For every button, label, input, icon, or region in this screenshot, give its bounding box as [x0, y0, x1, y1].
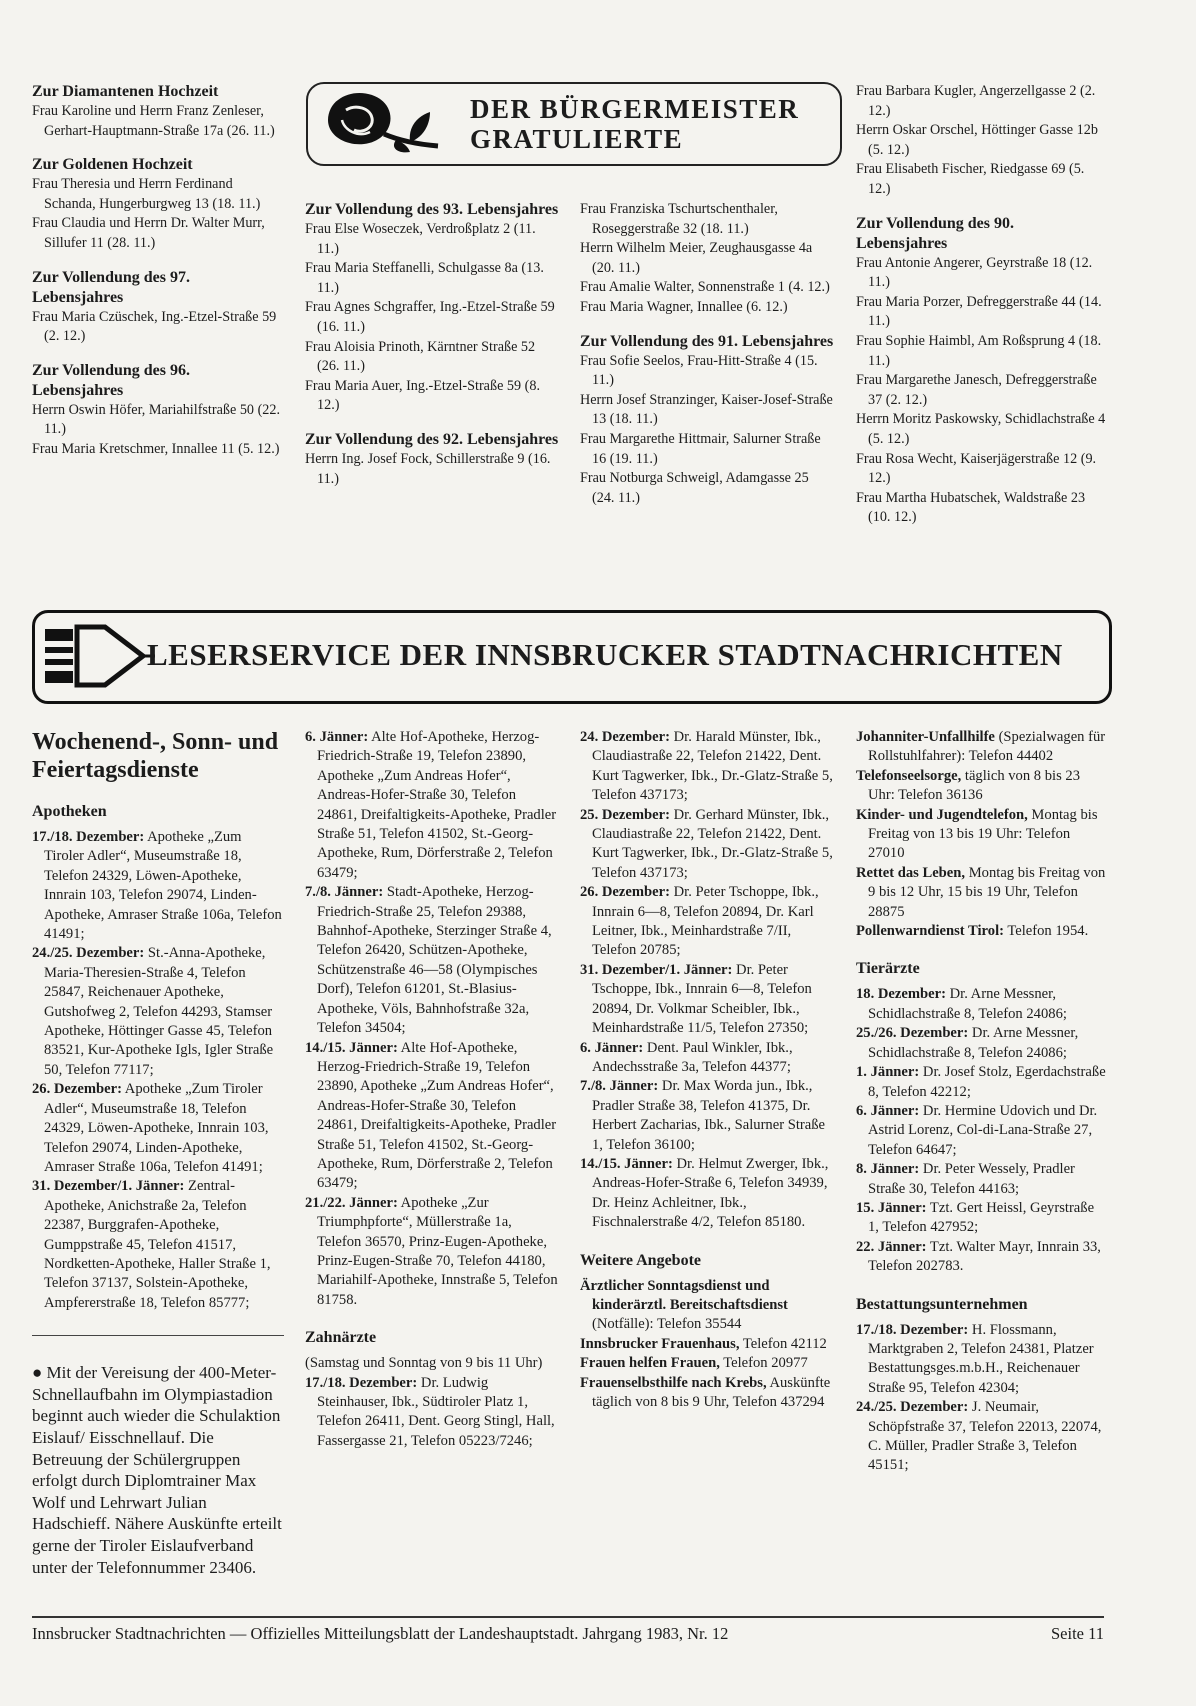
entry-text: Dr. Hermine Udovich und Dr. Astrid Lorenz, Col-di-Lana-Straße 27, Telefon 64647;	[868, 1102, 1098, 1158]
congratulation-entry: Frau Maria Steffanelli, Schulgasse 8a (13. 11.)	[305, 260, 544, 296]
service-entry	[32, 1177, 284, 1313]
entry-date: 17./18. Dezember:	[32, 829, 145, 845]
entry-text: Apotheke „Zum Tiroler Adler“, Museumstraße 18, Telefon 24329, Löwen-Apotheke, Innrain 103, Telefon 29074, Linden-Apotheke, Amraser Straße 106a, Telefon 41491;	[44, 829, 282, 943]
entry-text: Dr. Josef Stolz, Egerdachstraße 8, Telefon 42212;	[868, 1064, 1106, 1100]
service-entry	[305, 883, 559, 1038]
zahnaerzte-heading: Zahnärzte	[305, 1329, 377, 1347]
entry-text: Montag bis Freitag von 9 bis 12 Uhr, 15 bis 19 Uhr, Telefon 28875	[868, 864, 1106, 920]
entry-date: 14./15. Jänner:	[580, 1155, 673, 1172]
footer-rule	[32, 1616, 1104, 1618]
entry-text: (Spezialwagen für Rollstuhlfahrer): Telefon 44402	[868, 729, 1106, 765]
entry-date: 6. Jänner:	[305, 729, 369, 745]
congratulation-entry: Frau Franziska Tschurtschenthaler, Roseggerstraße 32 (18. 11.)	[580, 201, 778, 237]
entry-date: 26. Dezember:	[580, 884, 670, 901]
congratulation-entry: Frau Sophie Haimbl, Am Roßsprung 4 (18. 11.)	[856, 332, 1102, 369]
congratulation-entry: Frau Elisabeth Fischer, Riedgasse 69 (5. 12.)	[856, 161, 1085, 197]
service-entry	[305, 1194, 559, 1310]
footer	[32, 1624, 1104, 1644]
entry-text: (Notfälle): Telefon 35544	[592, 1316, 742, 1333]
banner-title-line-1: DER BÜRGERMEISTER	[470, 94, 800, 124]
entry-date: 15. Jänner:	[856, 1199, 927, 1216]
congratulation-entry: Frau Maria Kretschmer, Innallee 11 (5. 12.)	[32, 440, 280, 457]
service-entry	[32, 828, 284, 944]
footer-publication: Innsbrucker Stadtnachrichten — Offizielles Mitteilungsblatt der Landeshauptstadt. Jahrgang 1983, Nr. 12	[32, 1624, 729, 1643]
entry-text: Stadt-Apotheke, Herzog-Friedrich-Straße 25, Telefon 29388, Bahnhof-Apotheke, Sterzinger Straße 4, Telefon 26420, Schützen-Apotheke, Schützenstraße 46—58 (Olympisches Dorf), Telefon 61201, St.-Blasius-Apotheke, Völs, Bahnhofstraße 32a, Telefon 34504;	[317, 884, 552, 1037]
apotheken-heading: Apotheken	[32, 803, 107, 820]
entry-date: 17./18. Dezember:	[856, 1321, 969, 1338]
entry-date: Johanniter-Unfallhilfe	[856, 729, 995, 745]
congratulation-entry: Frau Maria Auer, Ing.-Etzel-Straße 59 (8. 12.)	[305, 377, 541, 414]
congratulation-entry: Frau Claudia und Herrn Dr. Walter Murr, Sillufer 11 (28. 11.)	[32, 215, 265, 251]
section-heading: Zur Diamantenen Hochzeit	[32, 83, 219, 100]
entry-date: Frauen helfen Frauen,	[580, 1355, 720, 1372]
entry-date: 14./15. Jänner:	[305, 1039, 398, 1056]
entry-date: Frauenselbsthilfe nach Krebs,	[580, 1374, 767, 1391]
entry-date: 31. Dezember/1. Jänner:	[580, 961, 733, 978]
entry-date: 21./22. Jänner:	[305, 1194, 398, 1211]
entry-date: 26. Dezember:	[32, 1081, 122, 1098]
entry-text: Dr. Harald Münster, Ibk., Claudiastraße 22, Telefon 21422, Dent. Kurt Tagwerker, Ibk., Dr.-Glatz-Straße 5, Telefon 437173;	[592, 729, 833, 804]
entry-text: Telefon 20977	[719, 1355, 808, 1372]
service-entry	[580, 1335, 834, 1354]
service-column-3	[580, 728, 834, 1412]
service-entry	[856, 1321, 1108, 1399]
mayor-congratulations-banner	[306, 82, 842, 166]
service-entry	[856, 1238, 1108, 1277]
service-column-2	[305, 728, 559, 1451]
congratulation-entry: Herrn Oskar Orschel, Höttinger Gasse 12b (5. 12.)	[856, 122, 1098, 158]
service-entry	[856, 806, 1108, 864]
service-entry	[856, 767, 1108, 806]
service-entry	[856, 728, 1108, 767]
bestattung-heading: Bestattungsunternehmen	[856, 1295, 1028, 1313]
service-entry	[580, 1039, 834, 1078]
congratulation-entry: Herrn Wilhelm Meier, Zeughausgasse 4a (20. 11.)	[580, 240, 813, 276]
entry-text: Telefon 42112	[739, 1335, 827, 1352]
service-column-1	[32, 728, 284, 1578]
entry-date: 1. Jänner:	[856, 1064, 920, 1081]
entry-date: Telefonseelsorge,	[856, 767, 962, 784]
section-heading: Zur Goldenen Hochzeit	[32, 156, 193, 174]
entry-text: Montag bis Freitag von 13 bis 19 Uhr: Telefon 27010	[868, 806, 1098, 862]
entry-text: Alte Hof-Apotheke, Herzog-Friedrich-Straße 19, Telefon 23890, Apotheke „Zum Andreas Hofer“, Andreas-Hofer-Straße 30, Telefon 24861, Dreifaltigkeits-Apotheke, Pradler Straße 51, Telefon 41502, St.-Georg-Apotheke, Rum, Dörferstraße 2, Telefon 63479;	[317, 1039, 557, 1192]
leserservice-title: LESERSERVICE DER INNSBRUCKER STADTNACHRICHTEN	[147, 637, 1063, 672]
entry-text: St.-Anna-Apotheke, Maria-Theresien-Straße 4, Telefon 25847, Reichenauer Apotheke, Gutshofweg 2, Telefon 44293, Stamser Apotheke, Höttinger Gasse 45, Telefon 83521, Kur-Apotheke Igls, Igler Straße 50, Telefon 77117;	[44, 945, 274, 1078]
congratulation-entry: Herrn Moritz Paskowsky, Schidlachstraße 4 (5. 12.)	[856, 411, 1106, 447]
congrats-column-3	[580, 200, 834, 508]
arrow-book-icon	[45, 621, 155, 691]
congratulation-entry: Frau Margarethe Janesch, Defreggerstraße 37 (2. 12.)	[856, 372, 1097, 408]
entry-text: Dr. Peter Wessely, Pradler Straße 30, Telefon 44163;	[868, 1161, 1075, 1197]
entry-text: Dr. Arne Messner, Schidlachstraße 8, Telefon 24086;	[868, 1025, 1079, 1061]
congratulation-entry: Frau Karoline und Herrn Franz Zenleser, Gerhart-Hauptmann-Straße 17a (26. 11.)	[32, 103, 275, 139]
congratulation-entry: Frau Aloisia Prinoth, Kärntner Straße 52 (26. 11.)	[305, 338, 536, 375]
entry-date: 17./18. Dezember:	[305, 1374, 418, 1391]
congrats-column-2	[305, 200, 559, 489]
service-entry	[856, 1063, 1108, 1102]
entry-date: 25. Dezember:	[580, 806, 670, 823]
main-heading: Wochenend-, Sonn- und Feiertagsdienste	[32, 729, 279, 783]
congratulation-entry: Frau Amalie Walter, Sonnenstraße 1 (4. 12.)	[580, 279, 830, 296]
page-number: Seite 11	[1050, 1624, 1104, 1643]
section-heading: Zur Vollendung des 97. Lebensjahres	[32, 268, 190, 306]
service-entry	[580, 1374, 834, 1413]
entry-text: Dr. Helmut Zwerger, Ibk., Andreas-Hofer-Straße 6, Telefon 34939, Dr. Heinz Achleitner, Ibk., Fischnalerstraße 4/2, Telefon 85180.	[592, 1155, 829, 1231]
congrats-column-1	[32, 82, 284, 460]
divider	[32, 1335, 284, 1336]
congratulation-entry: Herrn Oswin Höfer, Mariahilfstraße 50 (22. 11.)	[32, 401, 281, 438]
congratulation-entry: Frau Else Woseczek, Verdroßplatz 2 (11. 11.)	[305, 221, 536, 257]
tieraerzte-heading: Tierärzte	[856, 960, 920, 978]
congratulation-entry: Frau Rosa Wecht, Kaiserjägerstraße 12 (9. 12.)	[856, 450, 1097, 487]
entry-date: Pollenwarndienst Tirol:	[856, 923, 1004, 940]
entry-date: 6. Jänner:	[856, 1102, 920, 1119]
section-heading: Zur Vollendung des 96. Lebensjahres	[32, 361, 190, 399]
service-entry	[32, 944, 284, 1080]
service-entry	[856, 864, 1108, 922]
entry-text: Dent. Paul Winkler, Ibk., Andechsstraße 3a, Telefon 44377;	[592, 1039, 793, 1075]
entry-date: 7./8. Jänner:	[580, 1078, 659, 1095]
service-entry	[32, 1080, 284, 1177]
section-heading: Zur Vollendung des 93. Lebensjahres	[305, 201, 559, 218]
entry-text: Tzt. Gert Heissl, Geyrstraße 1, Telefon 427952;	[868, 1199, 1095, 1236]
congratulation-entry: Frau Theresia und Herrn Ferdinand Schanda, Hungerburgweg 13 (18. 11.)	[32, 176, 261, 212]
congratulation-entry: Frau Sofie Seelos, Frau-Hitt-Straße 4 (15. 11.)	[580, 352, 818, 389]
service-entry	[856, 1102, 1108, 1160]
congratulation-entry: Frau Maria Czüschek, Ing.-Etzel-Straße 59 (2. 12.)	[32, 308, 277, 345]
entry-text: J. Neumair, Schöpfstraße 37, Telefon 22013, 22074, C. Müller, Pradler Straße 3, Telefon 45151;	[868, 1399, 1102, 1474]
congratulation-entry: Frau Maria Porzer, Defreggerstraße 44 (14. 11.)	[856, 293, 1102, 330]
eislauf-notice: ● Mit der Vereisung der 400-Meter-Schnellaufbahn im Olympiastadion beginnt auch wieder die Schulaktion Eislauf/ Eisschnellauf. Die Betreuung der Schülergruppen erfolgt durch Diplomtrainer Max Wolf und Lehrwart Julian Hadschieff. Nähere Auskünfte erteilt gerne der Tiroler Eislaufverband unter der Telefonnummer 23406.	[32, 1363, 282, 1577]
section-heading: Zur Vollendung des 91. Lebensjahres	[580, 332, 834, 350]
entry-text: Dr. Peter Tschoppe, Ibk., Innrain 6—8, Telefon 20894, Dr. Volkmar Scheibler, Ibk., Meinhardstraße 11/5, Telefon 27350;	[592, 961, 812, 1037]
entry-text: Apotheke „Zur Triumphpforte“, Müllerstraße 1a, Telefon 36570, Prinz-Eugen-Apotheke, Prinz-Eugen-Straße 70, Telefon 44180, Mariahilf-Apotheke, Innstraße 5, Telefon 81758.	[317, 1194, 558, 1308]
entry-date: 7./8. Jänner:	[305, 884, 384, 901]
weitere-heading: Weitere Angebote	[580, 1251, 702, 1269]
congratulation-entry: Frau Martha Hubatschek, Waldstraße 23 (10. 12.)	[856, 489, 1086, 526]
congratulation-entry: Herrn Josef Stranzinger, Kaiser-Josef-Straße 13 (18. 11.)	[580, 391, 833, 428]
entry-text: Dr. Max Worda jun., Ibk., Pradler Straße 38, Telefon 41375, Dr. Herbert Zacharias, Ibk., Salurner Straße 1, Telefon 36100;	[592, 1078, 825, 1153]
leserservice-banner	[32, 610, 1112, 704]
entry-text: Telefon 1954.	[1003, 923, 1089, 940]
entry-text: Alte Hof-Apotheke, Herzog-Friedrich-Straße 19, Telefon 23890, Apotheke „Zum Andreas Hofer“, Andreas-Hofer-Straße 30, Telefon 24861, Dreifaltigkeits-Apotheke, Pradler Straße 51, Telefon 41502, St.-Georg-Apotheke, Rum, Dörferstraße 2, Telefon 63479;	[317, 729, 557, 881]
service-entry	[856, 1160, 1108, 1199]
service-entry	[580, 1277, 834, 1335]
congratulation-entry: Frau Antonie Angerer, Geyrstraße 18 (12. 11.)	[856, 254, 1093, 291]
entry-date: 31. Dezember/1. Jänner:	[32, 1178, 185, 1195]
entry-text: H. Flossmann, Marktgraben 2, Telefon 24381, Platzer Bestattungsges.m.b.H., Reichenauer Straße 95, Telefon 42304;	[868, 1321, 1094, 1396]
service-entry	[580, 1077, 834, 1155]
service-entry	[580, 883, 834, 961]
entry-date: Innsbrucker Frauenhaus,	[580, 1335, 740, 1352]
congratulation-entry: Frau Margarethe Hittmair, Salurner Straße 16 (19. 11.)	[580, 430, 821, 467]
entry-date: 24./25. Dezember:	[856, 1399, 969, 1416]
entry-date: 8. Jänner:	[856, 1161, 920, 1178]
entry-text: Dr. Ludwig Steinhauser, Ibk., Südtiroler Platz 1, Telefon 26411, Dent. Georg Stingl, Hall, Fassergasse 21, Telefon 05223/7246;	[317, 1374, 555, 1449]
entry-text: Apotheke „Zum Tiroler Adler“, Museumstraße 18, Telefon 24329, Löwen-Apotheke, Innrain 103, Telefon 29074, Linden-Apotheke, Amraser Straße 106a, Telefon 41491;	[44, 1081, 269, 1175]
service-entry	[856, 1024, 1108, 1063]
entry-date: 6. Jänner:	[580, 1039, 644, 1056]
service-entry	[305, 1374, 559, 1452]
congratulation-entry: Frau Agnes Schgraffer, Ing.-Etzel-Straße 59 (16. 11.)	[305, 299, 555, 335]
service-entry	[580, 728, 834, 806]
congratulation-entry: Frau Barbara Kugler, Angerzellgasse 2 (2. 12.)	[856, 83, 1096, 119]
service-entry	[580, 961, 834, 1039]
entry-text: Auskünfte täglich von 8 bis 9 Uhr, Telefon 437294	[592, 1374, 831, 1410]
congrats-column-4	[856, 82, 1108, 528]
section-heading: Zur Vollendung des 90. Lebensjahres	[856, 214, 1014, 252]
service-entry	[580, 806, 834, 884]
rose-icon	[318, 90, 448, 156]
banner-title	[470, 94, 799, 154]
entry-date: Kinder- und Jugendtelefon,	[856, 806, 1028, 823]
congratulation-entry: Frau Maria Wagner, Innallee (6. 12.)	[580, 298, 788, 315]
entry-date: 25./26. Dezember:	[856, 1025, 969, 1042]
entry-text: täglich von 8 bis 23 Uhr: Telefon 36136	[868, 767, 1081, 804]
zahnaerzte-intro: (Samstag und Sonntag von 9 bis 11 Uhr)	[305, 1355, 543, 1372]
service-entry	[305, 728, 559, 883]
entry-text: Tzt. Walter Mayr, Innrain 33, Telefon 202783.	[868, 1238, 1101, 1275]
entry-date: 24. Dezember:	[580, 729, 670, 745]
service-entry	[856, 985, 1108, 1024]
service-entry	[856, 1398, 1108, 1476]
service-entry	[580, 1354, 834, 1373]
entry-date: Rettet das Leben,	[856, 864, 966, 881]
congratulation-entry: Herrn Ing. Josef Fock, Schillerstraße 9 (16. 11.)	[305, 450, 551, 487]
apotheken-list	[32, 828, 284, 1313]
entry-text: Zentral-Apotheke, Anichstraße 2a, Telefon 22387, Burggrafen-Apotheke, Gumppstraße 45, Telefon 41517, Nordketten-Apotheke, Haller Straße 1, Telefon 37137, Solstein-Apotheke, Ampfererstraße 18, Telefon 85777;	[44, 1178, 271, 1311]
service-entry	[305, 1039, 559, 1194]
entry-date: 24./25. Dezember:	[32, 945, 145, 962]
section-heading: Zur Vollendung des 92. Lebensjahres	[305, 430, 559, 448]
entry-date: 22. Jänner:	[856, 1238, 927, 1255]
entry-text: Dr. Peter Tschoppe, Ibk., Innrain 6—8, Telefon 20894, Dr. Karl Leitner, Ibk., Meinhardstraße 7/II, Telefon 20785;	[592, 884, 819, 959]
entry-date: Ärztlicher Sonntagsdienst und kinderärztl. Bereitschaftsdienst	[580, 1277, 788, 1313]
service-entry	[856, 1199, 1108, 1238]
service-entry	[580, 1155, 834, 1233]
congratulation-entry: Frau Notburga Schweigl, Adamgasse 25 (24. 11.)	[580, 470, 809, 506]
banner-title-line-2: GRATULIERTE	[470, 124, 684, 154]
entry-text: Dr. Gerhard Münster, Ibk., Claudiastraße 22, Telefon 21422, Dent. Kurt Tagwerker, Ibk., Dr.-Glatz-Straße 5, Telefon 437173;	[592, 806, 833, 881]
service-column-4	[856, 728, 1108, 1476]
entry-text: Dr. Arne Messner, Schidlachstraße 8, Telefon 24086;	[868, 986, 1067, 1022]
service-entry	[856, 922, 1108, 941]
entry-date: 18. Dezember:	[856, 986, 946, 1003]
